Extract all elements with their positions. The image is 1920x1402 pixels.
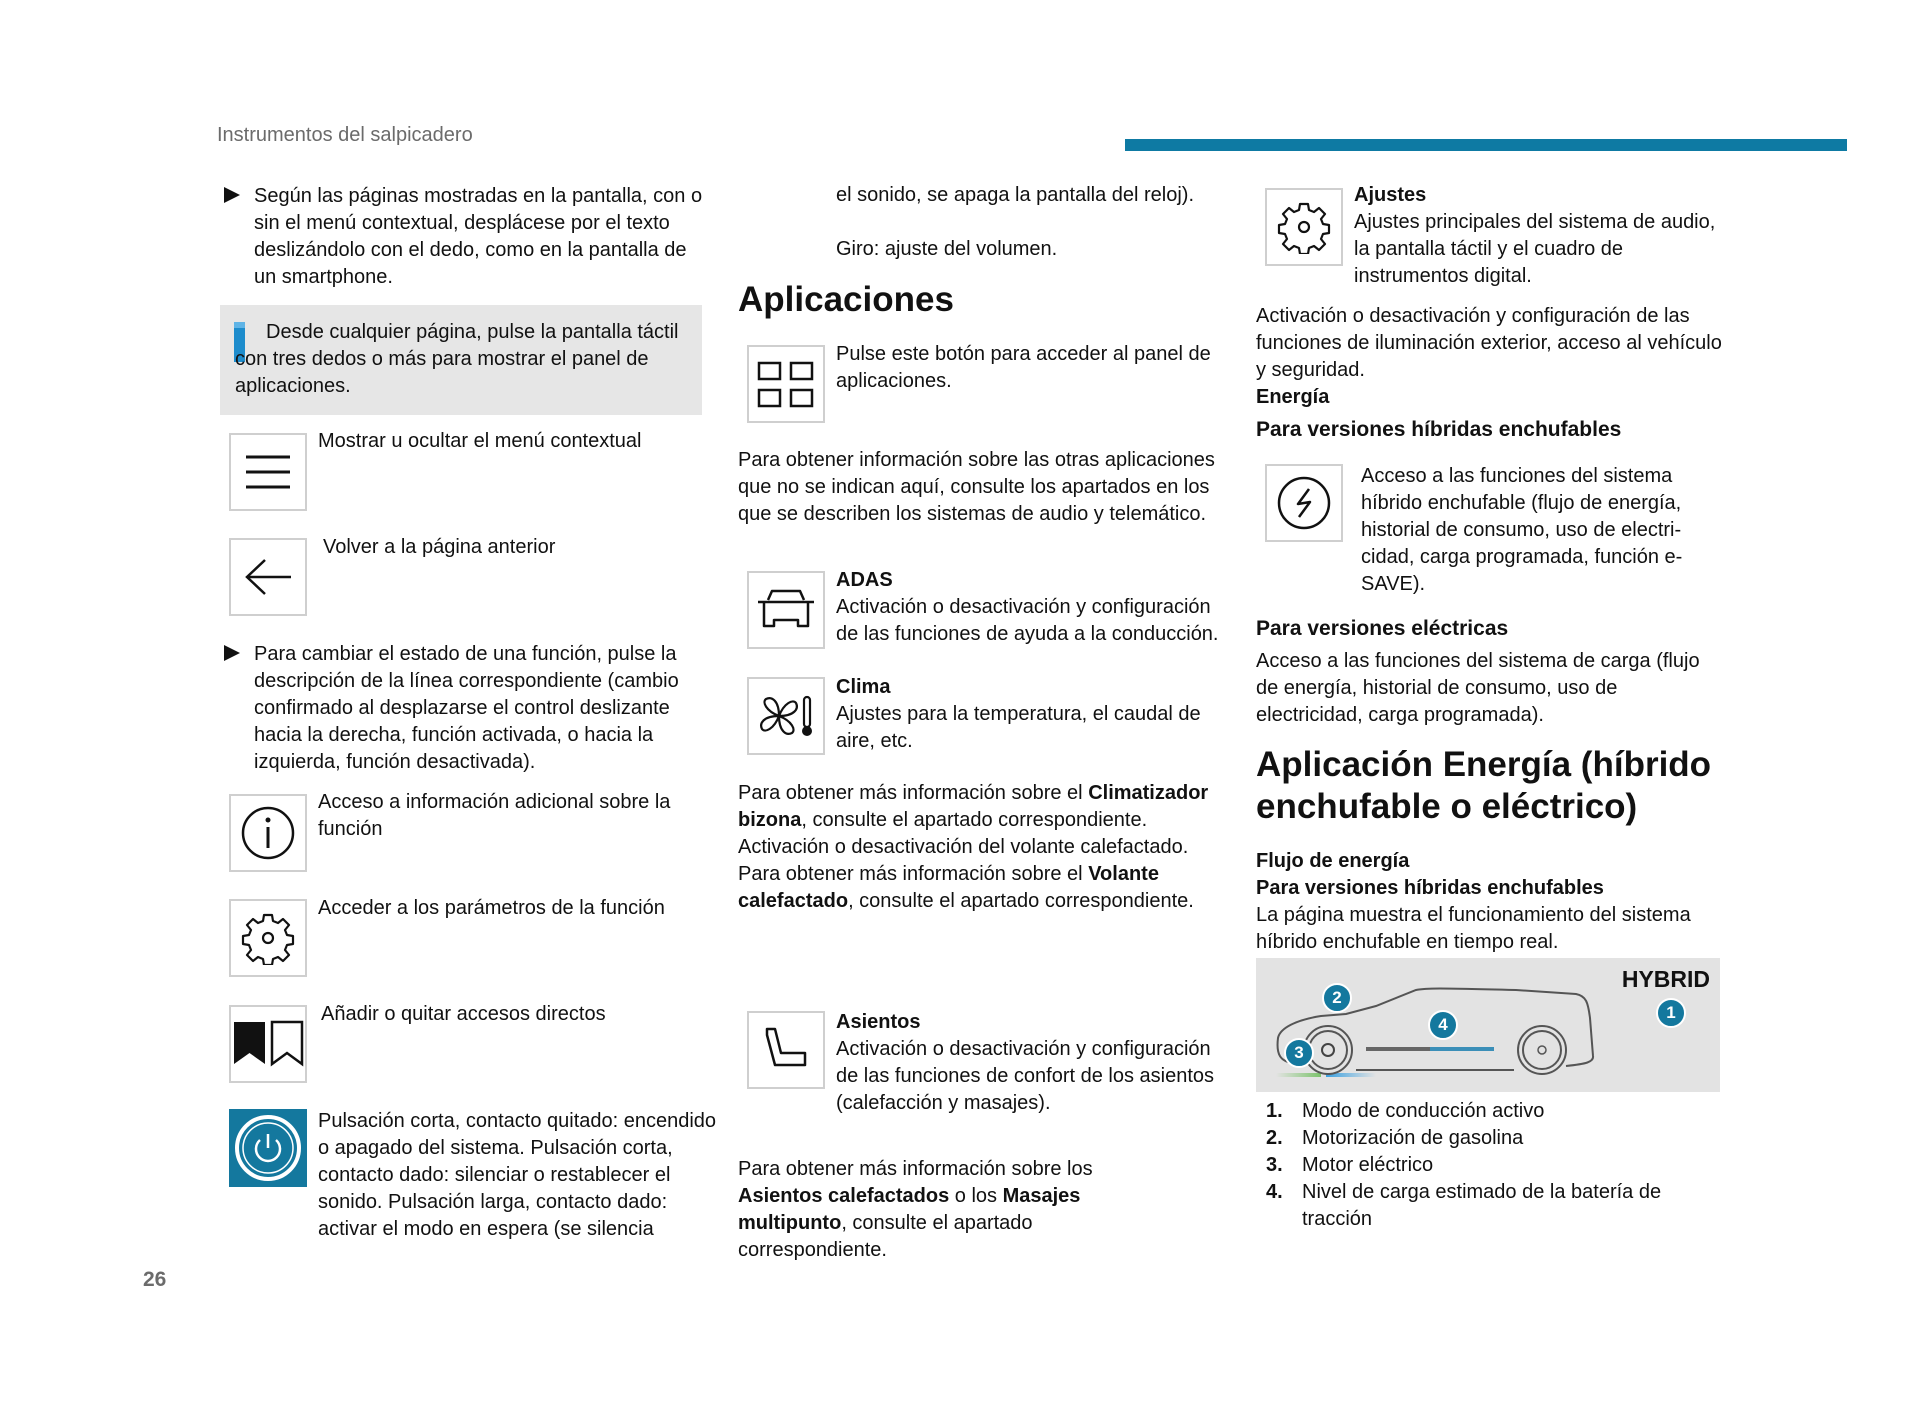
heading-energy-app: Aplicación Energía (híbrido enchufable o eléctrico)	[1256, 745, 1712, 826]
seats-more-text: Para obtener más información sobre los Asientos calefactados o los Masajes multipunto, consulte el apartado correspondiente.	[738, 1158, 1093, 1261]
ajustes-title: Ajustes	[1354, 184, 1427, 206]
asientos-desc: Activación o desactivación y configuración de las funciones de confort de los asientos (calefacción y masajes).	[836, 1038, 1215, 1114]
adas-item	[836, 567, 1226, 648]
lightning-circle-icon	[1276, 475, 1332, 531]
bullet-text: Para cambiar el estado de una función, pulse la descripción de la línea correspondiente (cambio confirmado al desplazarse el control deslizante hacia la derecha, función activada, o hacia la izquierda, función desactivada).	[254, 643, 679, 773]
callout-1: 1	[1656, 998, 1686, 1028]
rotation-text: Giro: ajuste del volumen.	[836, 238, 1058, 260]
clima-title: Clima	[836, 676, 891, 698]
energy-icon-box[interactable]	[1265, 464, 1343, 542]
legend-item: 3. Motor eléctrico	[1266, 1154, 1434, 1176]
phev-desc: Acceso a las funciones del sistema híbrido enchufable (flujo de energía, historial de consumo, uso de electri-cidad, carga programada, función e-SAVE).	[1361, 465, 1683, 595]
ajustes-more-text: Activación o desactivación y configuración de las funciones de iluminación exterior, acceso al vehículo y seguridad.	[1256, 305, 1722, 381]
adas-icon-box[interactable]	[747, 571, 825, 649]
continuation-text: el sonido, se apaga la pantalla del reloj).	[836, 184, 1195, 206]
energy-flow-figure	[1256, 958, 1720, 1092]
clima-desc: Ajustes para la temperatura, el caudal de aire, etc.	[836, 703, 1201, 752]
info-icon-box[interactable]	[229, 794, 307, 872]
clima-more-block	[738, 780, 1228, 915]
legend-item: 2. Motorización de gasolina	[1266, 1127, 1524, 1149]
settings-icon-box[interactable]	[1265, 188, 1343, 266]
clima-item	[836, 674, 1226, 755]
info-note-text: Desde cualquier página, pulse la pantalla táctil con tres dedos o más para mostrar el panel de aplicaciones.	[235, 321, 679, 397]
bookmark-icon-desc: Añadir o quitar accesos directos	[321, 1003, 606, 1025]
ev-desc: Acceso a las funciones del sistema de carga (flujo de energía, historial de consumo, uso de electricidad, carga programada).	[1256, 650, 1700, 726]
menu-icon-box[interactable]	[229, 433, 307, 511]
page-number: 26	[143, 1268, 167, 1291]
seat-icon-box[interactable]	[747, 1011, 825, 1089]
wheel-more-text: Para obtener más información sobre el Volante calefactado, consulte el apartado correspondiente.	[738, 863, 1194, 912]
adas-title: ADAS	[836, 569, 893, 591]
running-header: Instrumentos del salpicadero	[217, 124, 473, 146]
energia-label: Energía	[1256, 386, 1330, 408]
link-masajes-multipunto: Masajes multipunto	[738, 1185, 1081, 1234]
gear-icon-desc: Acceder a los parámetros de la función	[318, 897, 665, 919]
ev-heading: Para versiones eléctricas	[1256, 617, 1509, 640]
info-note	[220, 305, 702, 415]
asientos-item	[836, 1009, 1226, 1117]
header-accent-bar	[1125, 139, 1847, 151]
heading-aplicaciones: Aplicaciones	[738, 280, 954, 319]
callout-4: 4	[1428, 1010, 1458, 1040]
ajustes-item	[1354, 182, 1734, 290]
asientos-title: Asientos	[836, 1011, 921, 1033]
gear-icon	[241, 911, 295, 965]
ajustes-desc: Ajustes principales del sistema de audio, la pantalla táctil y el cuadro de instrumentos digital.	[1354, 211, 1716, 287]
bullet-arrow-icon	[224, 645, 240, 661]
phev-heading: Para versiones híbridas enchufables	[1256, 418, 1622, 441]
callout-2: 2	[1322, 983, 1352, 1013]
back-arrow-icon	[243, 557, 293, 597]
other-apps-text: Para obtener información sobre las otras aplicaciones que no se indican aquí, consulte los apartados en los que se describen los sistemas de audio y telemático.	[738, 449, 1215, 525]
wheel-text: Activación o desactivación del volante calefactado.	[738, 836, 1189, 858]
apps-grid-icon-box[interactable]	[747, 345, 825, 423]
legend-item: 4. Nivel de carga estimado de la batería de tracción	[1266, 1181, 1662, 1230]
bullet-text: Según las páginas mostradas en la pantalla, con o sin el menú contextual, desplácese por el texto deslizándolo con el dedo, como en la pantalla de un smartphone.	[254, 185, 703, 288]
link-volante-calefactado: Volante calefactado	[738, 863, 1159, 912]
legend-item: 1. Modo de conducción activo	[1266, 1100, 1545, 1122]
flow-label: Flujo de energía	[1256, 850, 1410, 872]
flow-desc: La página muestra el funcionamiento del sistema híbrido enchufable en tiempo real.	[1256, 904, 1691, 953]
drive-mode-label: HYBRID	[1621, 966, 1710, 992]
apps-button-desc: Pulse este botón para acceder al panel de aplicaciones.	[836, 343, 1211, 392]
back-icon-box[interactable]	[229, 538, 307, 616]
power-button-box[interactable]	[229, 1109, 307, 1187]
link-climatizador-bizona: Climatizador bizona	[738, 782, 1209, 831]
back-icon-desc: Volver a la página anterior	[323, 536, 556, 558]
clima-icon-box[interactable]	[747, 677, 825, 755]
gear-icon	[1277, 200, 1331, 254]
fan-thermometer-icon	[754, 691, 818, 741]
car-front-icon	[756, 588, 816, 632]
adas-desc: Activación o desactivación y configuración de las funciones de ayuda a la conducción.	[836, 596, 1219, 645]
clima-more-text: Para obtener más información sobre el Climatizador bizona, consulte el apartado correspondiente.	[738, 782, 1209, 831]
bookmark-icon	[232, 1020, 304, 1068]
link-asientos-calefactados: Asientos calefactados	[738, 1185, 950, 1207]
menu-icon	[243, 452, 293, 492]
bullet-arrow-icon	[224, 187, 240, 203]
power-icon	[233, 1113, 303, 1183]
gear-icon-box[interactable]	[229, 899, 307, 977]
bookmark-icon-box[interactable]	[229, 1005, 307, 1083]
info-circle-icon	[240, 805, 296, 861]
power-button-desc: Pulsación corta, contacto quitado: encendido o apagado del sistema. Pulsación corta, contacto dado: silenciar o restablecer el sonido. Pulsación larga, contacto dado: activar el modo en espera (se silencia	[318, 1110, 717, 1240]
seat-icon	[761, 1025, 811, 1075]
figure-legend	[1256, 1098, 1726, 1233]
callout-3: 3	[1284, 1038, 1314, 1068]
apps-grid-icon	[756, 360, 816, 408]
flow-phev-label: Para versiones híbridas enchufables	[1256, 877, 1604, 899]
info-icon-desc: Acceso a información adicional sobre la función	[318, 791, 671, 840]
menu-icon-desc: Mostrar u ocultar el menú contextual	[318, 430, 642, 452]
